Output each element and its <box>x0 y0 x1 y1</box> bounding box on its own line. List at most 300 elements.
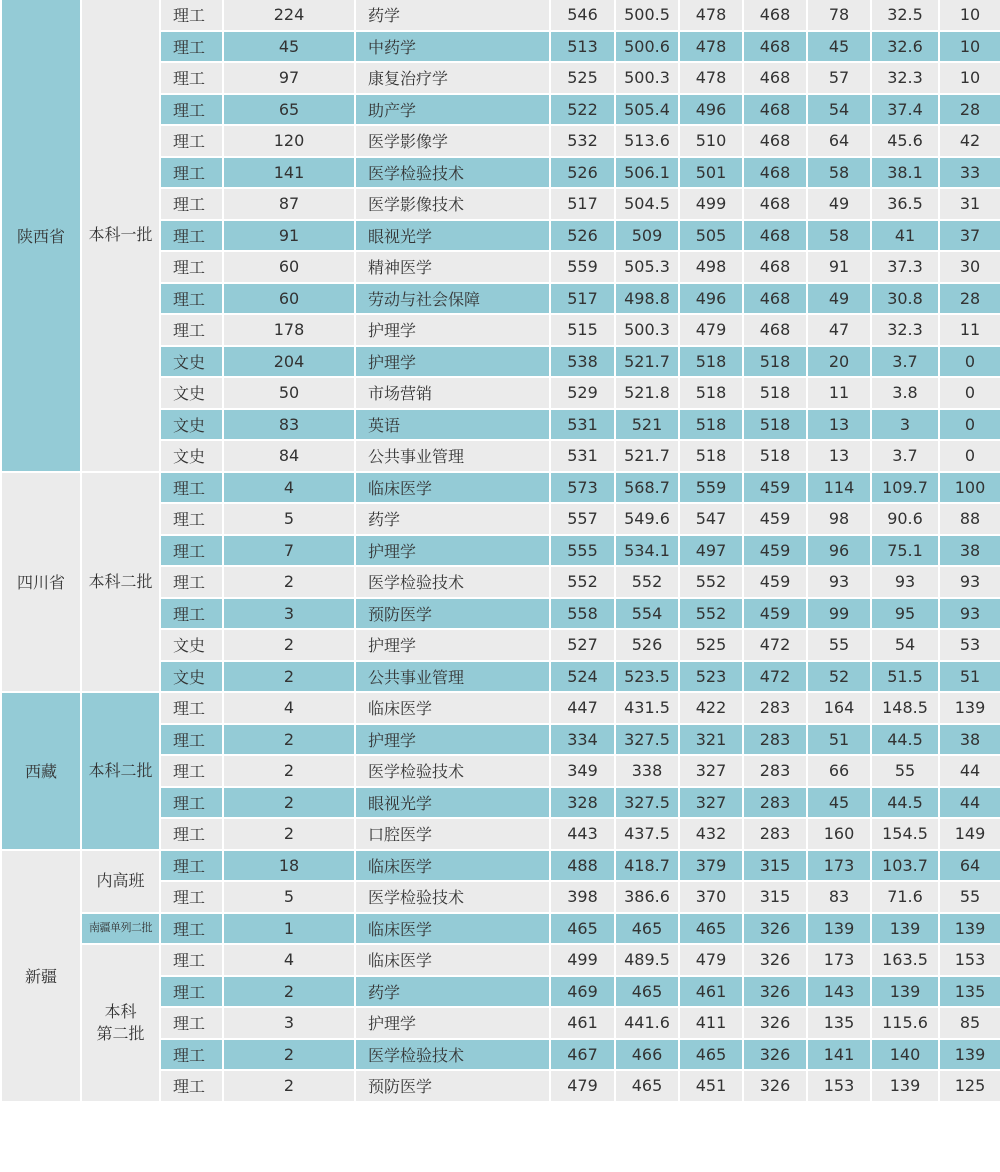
max-score-cell: 531 <box>550 440 615 472</box>
subject-type-cell: 理工 <box>160 724 223 756</box>
min-score-cell: 499 <box>679 188 743 220</box>
avg-score-cell: 500.3 <box>615 62 679 94</box>
subject-type-cell: 文史 <box>160 409 223 441</box>
avg-diff-cell: 3.8 <box>871 377 939 409</box>
subject-type-cell: 理工 <box>160 188 223 220</box>
subject-type-cell: 理工 <box>160 598 223 630</box>
max-diff-cell: 64 <box>807 125 871 157</box>
min-diff-cell: 38 <box>939 724 1000 756</box>
plan-count-cell: 5 <box>223 503 355 535</box>
control-line-cell: 518 <box>743 409 807 441</box>
avg-score-cell: 505.4 <box>615 94 679 126</box>
plan-count-cell: 7 <box>223 535 355 567</box>
min-diff-cell: 0 <box>939 346 1000 378</box>
plan-count-cell: 2 <box>223 818 355 850</box>
control-line-cell: 459 <box>743 598 807 630</box>
table-body <box>1 0 1000 1102</box>
max-score-cell: 328 <box>550 787 615 819</box>
min-score-cell: 465 <box>679 913 743 945</box>
avg-diff-cell: 41 <box>871 220 939 252</box>
major-cell: 预防医学 <box>355 1070 550 1102</box>
avg-score-cell: 504.5 <box>615 188 679 220</box>
subject-type-cell: 理工 <box>160 503 223 535</box>
max-score-cell: 555 <box>550 535 615 567</box>
min-diff-cell: 100 <box>939 472 1000 504</box>
min-score-cell: 523 <box>679 661 743 693</box>
subject-type-cell: 理工 <box>160 31 223 63</box>
subject-type-cell: 理工 <box>160 535 223 567</box>
plan-count-cell: 178 <box>223 314 355 346</box>
min-score-cell: 497 <box>679 535 743 567</box>
major-cell: 护理学 <box>355 1007 550 1039</box>
plan-count-cell: 50 <box>223 377 355 409</box>
subject-type-cell: 理工 <box>160 1070 223 1102</box>
min-score-cell: 496 <box>679 94 743 126</box>
max-diff-cell: 11 <box>807 377 871 409</box>
max-score-cell: 538 <box>550 346 615 378</box>
max-diff-cell: 55 <box>807 629 871 661</box>
plan-count-cell: 91 <box>223 220 355 252</box>
major-cell: 临床医学 <box>355 913 550 945</box>
min-score-cell: 479 <box>679 314 743 346</box>
plan-count-cell: 5 <box>223 881 355 913</box>
min-score-cell: 552 <box>679 566 743 598</box>
major-cell: 护理学 <box>355 629 550 661</box>
avg-score-cell: 509 <box>615 220 679 252</box>
avg-diff-cell: 38.1 <box>871 157 939 189</box>
max-score-cell: 461 <box>550 1007 615 1039</box>
max-score-cell: 524 <box>550 661 615 693</box>
subject-type-cell: 文史 <box>160 346 223 378</box>
max-score-cell: 527 <box>550 629 615 661</box>
subject-type-cell: 理工 <box>160 913 223 945</box>
avg-score-cell: 441.6 <box>615 1007 679 1039</box>
plan-count-cell: 2 <box>223 1039 355 1071</box>
avg-diff-cell: 32.6 <box>871 31 939 63</box>
province-cell: 新疆 <box>1 850 81 1102</box>
plan-count-cell: 84 <box>223 440 355 472</box>
control-line-cell: 468 <box>743 188 807 220</box>
min-diff-cell: 55 <box>939 881 1000 913</box>
control-line-cell: 468 <box>743 157 807 189</box>
subject-type-cell: 理工 <box>160 976 223 1008</box>
min-diff-cell: 37 <box>939 220 1000 252</box>
control-line-cell: 468 <box>743 31 807 63</box>
subject-type-cell: 理工 <box>160 314 223 346</box>
major-cell: 药学 <box>355 503 550 535</box>
plan-count-cell: 97 <box>223 62 355 94</box>
max-diff-cell: 139 <box>807 913 871 945</box>
min-score-cell: 552 <box>679 598 743 630</box>
control-line-cell: 459 <box>743 566 807 598</box>
max-diff-cell: 83 <box>807 881 871 913</box>
max-diff-cell: 66 <box>807 755 871 787</box>
avg-diff-cell: 139 <box>871 976 939 1008</box>
table-row <box>1 472 1000 504</box>
major-cell: 临床医学 <box>355 944 550 976</box>
subject-type-cell: 文史 <box>160 629 223 661</box>
avg-diff-cell: 75.1 <box>871 535 939 567</box>
avg-score-cell: 500.5 <box>615 0 679 31</box>
max-score-cell: 526 <box>550 157 615 189</box>
min-score-cell: 422 <box>679 692 743 724</box>
subject-type-cell: 理工 <box>160 692 223 724</box>
max-diff-cell: 49 <box>807 283 871 315</box>
max-diff-cell: 58 <box>807 220 871 252</box>
subject-type-cell: 理工 <box>160 251 223 283</box>
plan-count-cell: 2 <box>223 755 355 787</box>
major-cell: 助产学 <box>355 94 550 126</box>
min-score-cell: 518 <box>679 409 743 441</box>
max-score-cell: 479 <box>550 1070 615 1102</box>
max-score-cell: 559 <box>550 251 615 283</box>
min-score-cell: 327 <box>679 787 743 819</box>
max-score-cell: 532 <box>550 125 615 157</box>
max-score-cell: 398 <box>550 881 615 913</box>
avg-score-cell: 552 <box>615 566 679 598</box>
control-line-cell: 459 <box>743 535 807 567</box>
subject-type-cell: 理工 <box>160 157 223 189</box>
table-row <box>1 0 1000 31</box>
max-diff-cell: 143 <box>807 976 871 1008</box>
major-cell: 医学检验技术 <box>355 566 550 598</box>
control-line-cell: 326 <box>743 944 807 976</box>
subject-type-cell: 理工 <box>160 1007 223 1039</box>
max-diff-cell: 13 <box>807 409 871 441</box>
max-diff-cell: 91 <box>807 251 871 283</box>
max-score-cell: 467 <box>550 1039 615 1071</box>
control-line-cell: 326 <box>743 1039 807 1071</box>
max-diff-cell: 78 <box>807 0 871 31</box>
max-diff-cell: 51 <box>807 724 871 756</box>
min-diff-cell: 0 <box>939 377 1000 409</box>
avg-diff-cell: 55 <box>871 755 939 787</box>
subject-type-cell: 理工 <box>160 818 223 850</box>
min-diff-cell: 125 <box>939 1070 1000 1102</box>
control-line-cell: 326 <box>743 976 807 1008</box>
province-cell: 陕西省 <box>1 0 81 472</box>
max-score-cell: 531 <box>550 409 615 441</box>
batch-cell: 本科 第二批 <box>81 944 160 1102</box>
max-score-cell: 517 <box>550 283 615 315</box>
control-line-cell: 518 <box>743 346 807 378</box>
max-score-cell: 526 <box>550 220 615 252</box>
subject-type-cell: 理工 <box>160 566 223 598</box>
plan-count-cell: 2 <box>223 629 355 661</box>
subject-type-cell: 理工 <box>160 787 223 819</box>
max-score-cell: 525 <box>550 62 615 94</box>
min-score-cell: 518 <box>679 440 743 472</box>
max-diff-cell: 52 <box>807 661 871 693</box>
min-diff-cell: 139 <box>939 913 1000 945</box>
control-line-cell: 326 <box>743 913 807 945</box>
max-diff-cell: 99 <box>807 598 871 630</box>
control-line-cell: 315 <box>743 850 807 882</box>
min-score-cell: 518 <box>679 377 743 409</box>
control-line-cell: 459 <box>743 472 807 504</box>
max-score-cell: 488 <box>550 850 615 882</box>
max-diff-cell: 45 <box>807 787 871 819</box>
min-score-cell: 525 <box>679 629 743 661</box>
min-score-cell: 465 <box>679 1039 743 1071</box>
avg-diff-cell: 45.6 <box>871 125 939 157</box>
max-diff-cell: 114 <box>807 472 871 504</box>
min-score-cell: 327 <box>679 755 743 787</box>
max-score-cell: 334 <box>550 724 615 756</box>
major-cell: 公共事业管理 <box>355 440 550 472</box>
plan-count-cell: 2 <box>223 566 355 598</box>
avg-diff-cell: 103.7 <box>871 850 939 882</box>
batch-cell: 本科二批 <box>81 692 160 850</box>
plan-count-cell: 120 <box>223 125 355 157</box>
max-diff-cell: 57 <box>807 62 871 94</box>
table-row <box>1 850 1000 882</box>
avg-diff-cell: 3.7 <box>871 346 939 378</box>
control-line-cell: 518 <box>743 440 807 472</box>
control-line-cell: 472 <box>743 661 807 693</box>
max-diff-cell: 47 <box>807 314 871 346</box>
control-line-cell: 472 <box>743 629 807 661</box>
min-diff-cell: 38 <box>939 535 1000 567</box>
avg-diff-cell: 44.5 <box>871 787 939 819</box>
min-diff-cell: 0 <box>939 409 1000 441</box>
table-row <box>1 944 1000 976</box>
avg-score-cell: 534.1 <box>615 535 679 567</box>
major-cell: 口腔医学 <box>355 818 550 850</box>
avg-diff-cell: 37.3 <box>871 251 939 283</box>
min-diff-cell: 53 <box>939 629 1000 661</box>
subject-type-cell: 文史 <box>160 661 223 693</box>
plan-count-cell: 65 <box>223 94 355 126</box>
table-row <box>1 913 1000 945</box>
avg-score-cell: 549.6 <box>615 503 679 535</box>
min-diff-cell: 135 <box>939 976 1000 1008</box>
max-diff-cell: 160 <box>807 818 871 850</box>
min-diff-cell: 139 <box>939 692 1000 724</box>
avg-score-cell: 523.5 <box>615 661 679 693</box>
min-score-cell: 461 <box>679 976 743 1008</box>
major-cell: 劳动与社会保障 <box>355 283 550 315</box>
avg-diff-cell: 3 <box>871 409 939 441</box>
avg-diff-cell: 90.6 <box>871 503 939 535</box>
province-cell: 四川省 <box>1 472 81 693</box>
avg-score-cell: 327.5 <box>615 724 679 756</box>
max-score-cell: 529 <box>550 377 615 409</box>
min-diff-cell: 30 <box>939 251 1000 283</box>
min-diff-cell: 10 <box>939 0 1000 31</box>
avg-score-cell: 505.3 <box>615 251 679 283</box>
min-diff-cell: 10 <box>939 31 1000 63</box>
min-score-cell: 478 <box>679 31 743 63</box>
avg-diff-cell: 51.5 <box>871 661 939 693</box>
avg-score-cell: 466 <box>615 1039 679 1071</box>
min-score-cell: 432 <box>679 818 743 850</box>
subject-type-cell: 文史 <box>160 377 223 409</box>
control-line-cell: 315 <box>743 881 807 913</box>
min-score-cell: 411 <box>679 1007 743 1039</box>
plan-count-cell: 2 <box>223 661 355 693</box>
max-diff-cell: 173 <box>807 850 871 882</box>
avg-diff-cell: 93 <box>871 566 939 598</box>
max-score-cell: 469 <box>550 976 615 1008</box>
major-cell: 预防医学 <box>355 598 550 630</box>
major-cell: 公共事业管理 <box>355 661 550 693</box>
major-cell: 药学 <box>355 0 550 31</box>
min-score-cell: 547 <box>679 503 743 535</box>
max-diff-cell: 93 <box>807 566 871 598</box>
subject-type-cell: 理工 <box>160 944 223 976</box>
avg-diff-cell: 148.5 <box>871 692 939 724</box>
min-score-cell: 496 <box>679 283 743 315</box>
max-score-cell: 447 <box>550 692 615 724</box>
max-diff-cell: 49 <box>807 188 871 220</box>
avg-diff-cell: 3.7 <box>871 440 939 472</box>
plan-count-cell: 2 <box>223 787 355 819</box>
max-diff-cell: 54 <box>807 94 871 126</box>
avg-diff-cell: 32.5 <box>871 0 939 31</box>
max-diff-cell: 96 <box>807 535 871 567</box>
plan-count-cell: 4 <box>223 944 355 976</box>
subject-type-cell: 理工 <box>160 283 223 315</box>
min-diff-cell: 10 <box>939 62 1000 94</box>
control-line-cell: 283 <box>743 724 807 756</box>
min-score-cell: 498 <box>679 251 743 283</box>
avg-diff-cell: 115.6 <box>871 1007 939 1039</box>
avg-score-cell: 506.1 <box>615 157 679 189</box>
plan-count-cell: 3 <box>223 1007 355 1039</box>
province-cell: 西藏 <box>1 692 81 850</box>
min-score-cell: 505 <box>679 220 743 252</box>
control-line-cell: 283 <box>743 692 807 724</box>
min-score-cell: 479 <box>679 944 743 976</box>
major-cell: 市场营销 <box>355 377 550 409</box>
min-diff-cell: 33 <box>939 157 1000 189</box>
avg-score-cell: 554 <box>615 598 679 630</box>
avg-score-cell: 521.7 <box>615 440 679 472</box>
max-diff-cell: 98 <box>807 503 871 535</box>
max-diff-cell: 173 <box>807 944 871 976</box>
subject-type-cell: 理工 <box>160 0 223 31</box>
min-diff-cell: 28 <box>939 283 1000 315</box>
max-score-cell: 499 <box>550 944 615 976</box>
min-diff-cell: 153 <box>939 944 1000 976</box>
max-score-cell: 513 <box>550 31 615 63</box>
major-cell: 药学 <box>355 976 550 1008</box>
plan-count-cell: 4 <box>223 692 355 724</box>
avg-score-cell: 526 <box>615 629 679 661</box>
min-score-cell: 559 <box>679 472 743 504</box>
plan-count-cell: 18 <box>223 850 355 882</box>
min-diff-cell: 85 <box>939 1007 1000 1039</box>
avg-score-cell: 521 <box>615 409 679 441</box>
table-row <box>1 692 1000 724</box>
max-score-cell: 522 <box>550 94 615 126</box>
subject-type-cell: 文史 <box>160 440 223 472</box>
avg-diff-cell: 44.5 <box>871 724 939 756</box>
min-diff-cell: 93 <box>939 598 1000 630</box>
avg-score-cell: 465 <box>615 913 679 945</box>
max-diff-cell: 45 <box>807 31 871 63</box>
major-cell: 医学检验技术 <box>355 1039 550 1071</box>
subject-type-cell: 理工 <box>160 472 223 504</box>
max-diff-cell: 153 <box>807 1070 871 1102</box>
subject-type-cell: 理工 <box>160 94 223 126</box>
avg-score-cell: 465 <box>615 976 679 1008</box>
major-cell: 护理学 <box>355 535 550 567</box>
avg-score-cell: 489.5 <box>615 944 679 976</box>
min-diff-cell: 51 <box>939 661 1000 693</box>
control-line-cell: 326 <box>743 1070 807 1102</box>
plan-count-cell: 2 <box>223 724 355 756</box>
min-score-cell: 451 <box>679 1070 743 1102</box>
control-line-cell: 468 <box>743 94 807 126</box>
avg-score-cell: 498.8 <box>615 283 679 315</box>
batch-cell: 本科二批 <box>81 472 160 693</box>
avg-diff-cell: 37.4 <box>871 94 939 126</box>
avg-score-cell: 465 <box>615 1070 679 1102</box>
control-line-cell: 283 <box>743 755 807 787</box>
max-diff-cell: 141 <box>807 1039 871 1071</box>
avg-score-cell: 386.6 <box>615 881 679 913</box>
min-score-cell: 510 <box>679 125 743 157</box>
max-score-cell: 557 <box>550 503 615 535</box>
plan-count-cell: 2 <box>223 1070 355 1102</box>
min-diff-cell: 88 <box>939 503 1000 535</box>
avg-diff-cell: 140 <box>871 1039 939 1071</box>
avg-score-cell: 431.5 <box>615 692 679 724</box>
avg-diff-cell: 54 <box>871 629 939 661</box>
control-line-cell: 468 <box>743 314 807 346</box>
plan-count-cell: 224 <box>223 0 355 31</box>
avg-diff-cell: 139 <box>871 1070 939 1102</box>
plan-count-cell: 87 <box>223 188 355 220</box>
avg-diff-cell: 30.8 <box>871 283 939 315</box>
min-diff-cell: 28 <box>939 94 1000 126</box>
subject-type-cell: 理工 <box>160 850 223 882</box>
major-cell: 护理学 <box>355 724 550 756</box>
major-cell: 医学影像学 <box>355 125 550 157</box>
major-cell: 眼视光学 <box>355 787 550 819</box>
max-diff-cell: 58 <box>807 157 871 189</box>
control-line-cell: 326 <box>743 1007 807 1039</box>
avg-diff-cell: 32.3 <box>871 314 939 346</box>
major-cell: 医学检验技术 <box>355 881 550 913</box>
min-diff-cell: 31 <box>939 188 1000 220</box>
major-cell: 护理学 <box>355 314 550 346</box>
major-cell: 中药学 <box>355 31 550 63</box>
avg-score-cell: 500.6 <box>615 31 679 63</box>
plan-count-cell: 4 <box>223 472 355 504</box>
max-diff-cell: 164 <box>807 692 871 724</box>
avg-score-cell: 521.7 <box>615 346 679 378</box>
control-line-cell: 468 <box>743 125 807 157</box>
avg-score-cell: 521.8 <box>615 377 679 409</box>
major-cell: 医学检验技术 <box>355 755 550 787</box>
major-cell: 康复治疗学 <box>355 62 550 94</box>
avg-diff-cell: 32.3 <box>871 62 939 94</box>
avg-score-cell: 437.5 <box>615 818 679 850</box>
major-cell: 临床医学 <box>355 692 550 724</box>
max-diff-cell: 135 <box>807 1007 871 1039</box>
min-diff-cell: 64 <box>939 850 1000 882</box>
min-score-cell: 370 <box>679 881 743 913</box>
plan-count-cell: 141 <box>223 157 355 189</box>
control-line-cell: 518 <box>743 377 807 409</box>
max-diff-cell: 13 <box>807 440 871 472</box>
max-score-cell: 552 <box>550 566 615 598</box>
avg-diff-cell: 154.5 <box>871 818 939 850</box>
plan-count-cell: 3 <box>223 598 355 630</box>
